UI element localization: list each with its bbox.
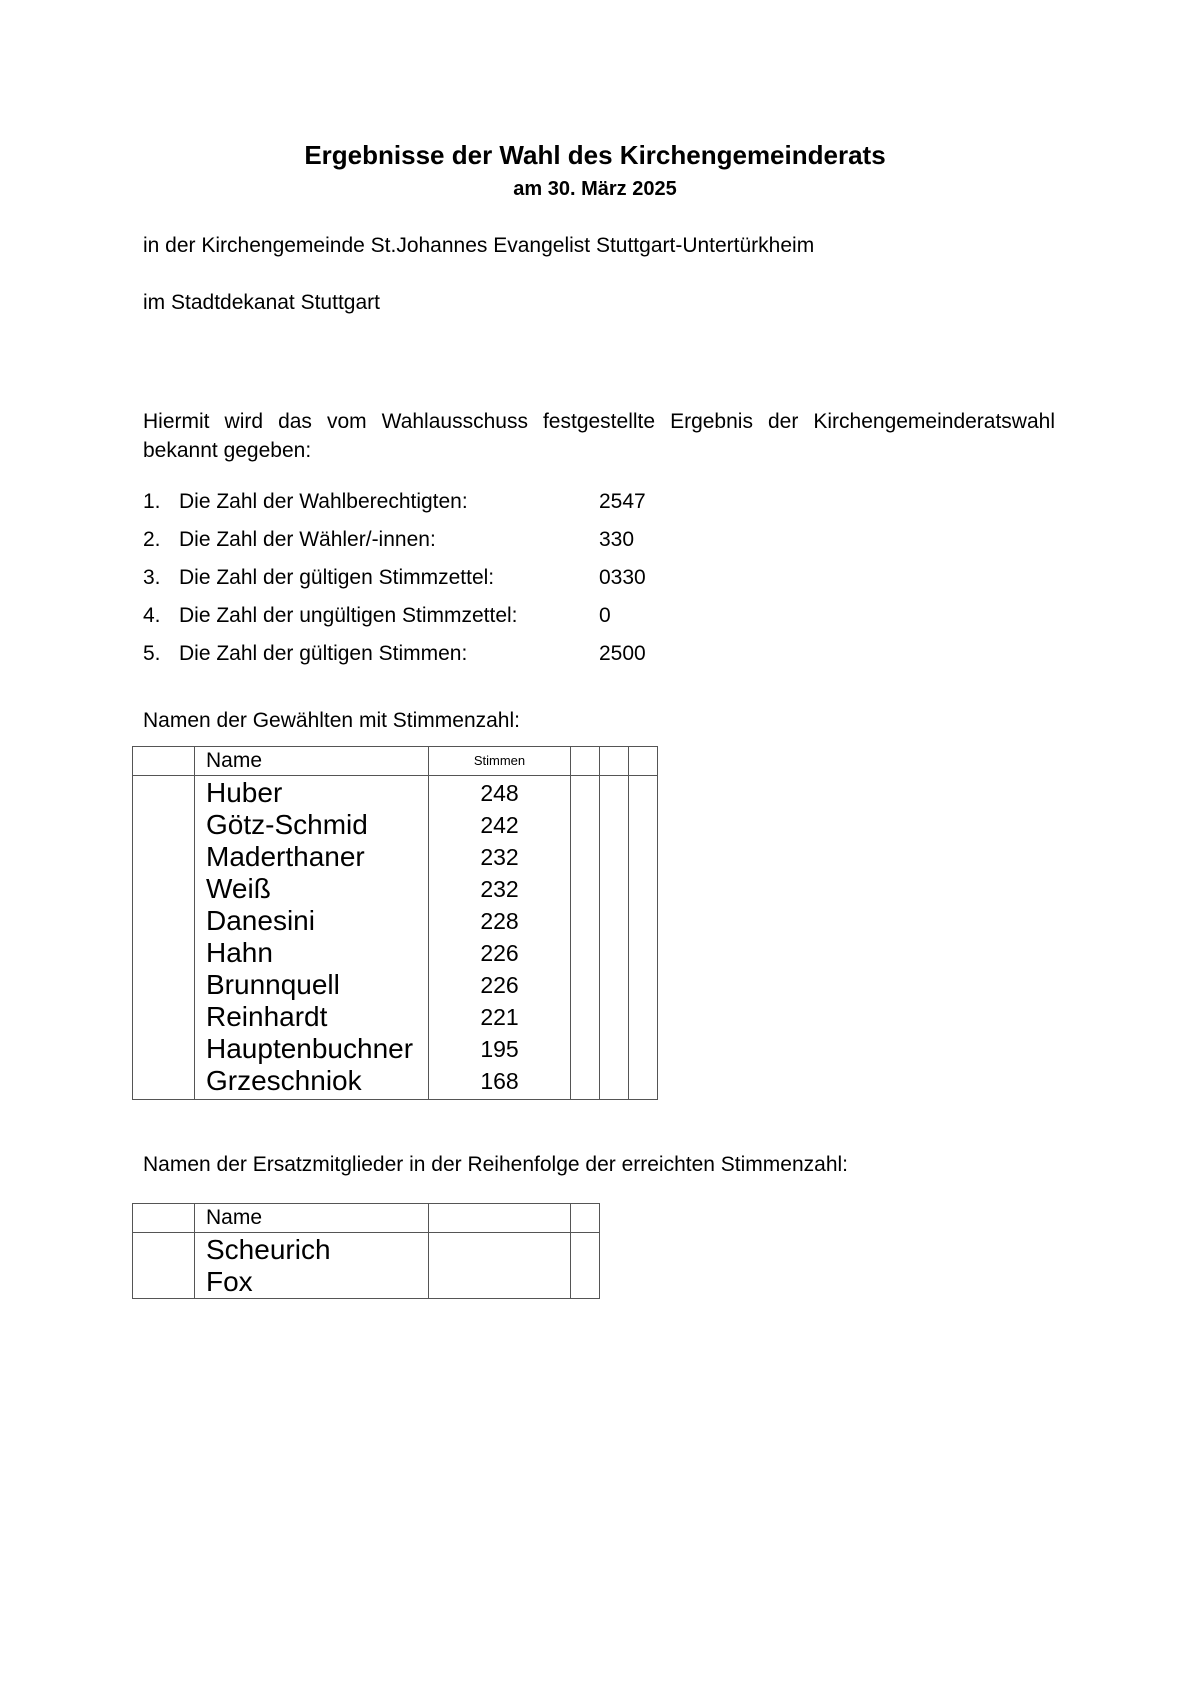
vote-count: 232: [480, 876, 519, 902]
elected-names-cell: [195, 776, 429, 1100]
elected-name: Maderthaner: [206, 841, 365, 872]
column-header-votes: Stimmen: [429, 747, 571, 776]
empty-cell: [571, 1204, 600, 1233]
empty-cell: [133, 776, 195, 1100]
elected-name: Grzeschniok: [206, 1065, 362, 1096]
empty-cell: [133, 747, 195, 776]
elected-votes-cell: [429, 776, 571, 1100]
empty-cell: [629, 747, 658, 776]
stat-label: Die Zahl der gültigen Stimmen:: [179, 642, 468, 665]
stat-label: Die Zahl der gültigen Stimmzettel:: [179, 566, 495, 589]
stat-label: Die Zahl der ungültigen Stimmzettel:: [179, 604, 518, 627]
elected-name: Reinhardt: [206, 1001, 328, 1032]
empty-cell: [571, 747, 600, 776]
empty-cell: [133, 1233, 195, 1299]
stat-label: Die Zahl der Wähler/-innen:: [179, 528, 436, 551]
vote-count: 226: [480, 940, 519, 966]
empty-cell: [571, 1233, 600, 1299]
empty-cell: [600, 747, 629, 776]
elected-name: Brunnquell: [206, 969, 340, 1000]
substitutes-table: [132, 1203, 600, 1299]
empty-cell: [629, 776, 658, 1100]
vote-count: 248: [480, 780, 519, 806]
stat-value: 330: [599, 528, 635, 551]
vote-count: 226: [480, 972, 519, 998]
empty-cell: [429, 1204, 571, 1233]
elected-name: Danesini: [206, 905, 315, 936]
substitute-name: Fox: [206, 1266, 253, 1297]
column-header-name: Name: [195, 747, 429, 776]
elected-name: Hauptenbuchner: [206, 1033, 414, 1064]
empty-cell: [133, 1204, 195, 1233]
intro-paragraph: Hiermit wird das vom Wahlausschuss festgestellte Ergebnis der Kirchengemeinderatswahl bekannt gegeben:: [143, 410, 1055, 462]
elected-name: Weiß: [206, 873, 271, 904]
elected-heading: Namen der Gewählten mit Stimmenzahl:: [143, 709, 520, 732]
stat-value: 0: [599, 604, 611, 627]
stat-number: 5.: [143, 642, 161, 665]
stat-number: 2.: [143, 528, 161, 551]
vote-count: 228: [480, 908, 519, 934]
empty-cell: [429, 1233, 571, 1299]
empty-cell: [571, 776, 600, 1100]
substitute-names-cell: [195, 1233, 429, 1299]
parish-line: in der Kirchengemeinde St.Johannes Evangelist Stuttgart-Untertürkheim: [143, 234, 815, 257]
document-title: Ergebnisse der Wahl des Kirchengemeinderats: [304, 140, 886, 170]
vote-count: 168: [480, 1068, 519, 1094]
stat-label: Die Zahl der Wahlberechtigten:: [179, 490, 468, 513]
document-subtitle: am 30. März 2025: [513, 178, 677, 200]
vote-count: 221: [480, 1004, 519, 1030]
stat-number: 4.: [143, 604, 161, 627]
vote-count: 232: [480, 844, 519, 870]
stat-value: 2500: [599, 642, 646, 665]
vote-count: 242: [480, 812, 519, 838]
elected-name: Huber: [206, 777, 283, 808]
deanery-line: im Stadtdekanat Stuttgart: [143, 291, 380, 314]
empty-cell: [600, 776, 629, 1100]
stat-number: 3.: [143, 566, 161, 589]
substitutes-heading: Namen der Ersatzmitglieder in der Reihenfolge der erreichten Stimmenzahl:: [143, 1153, 848, 1176]
elected-table: [132, 746, 658, 1100]
substitute-name: Scheurich: [206, 1234, 331, 1265]
stat-number: 1.: [143, 490, 161, 513]
stat-value: 0330: [599, 566, 646, 589]
column-header-name: Name: [195, 1204, 429, 1233]
elected-name: Hahn: [206, 937, 273, 968]
stat-value: 2547: [599, 490, 646, 513]
elected-name: Götz-Schmid: [206, 809, 368, 840]
vote-count: 195: [480, 1036, 519, 1062]
